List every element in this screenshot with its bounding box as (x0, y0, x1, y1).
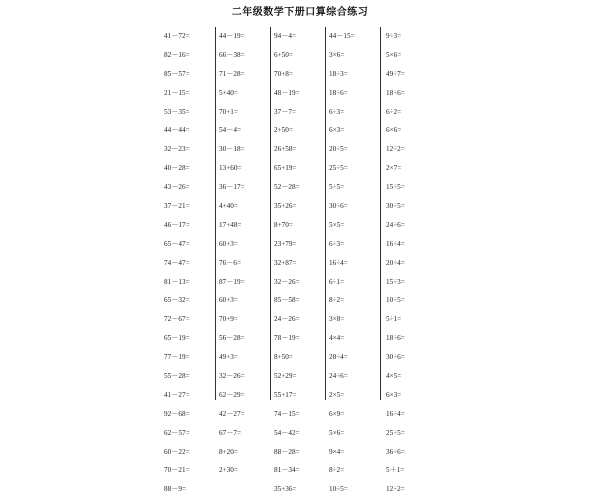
arithmetic-problem: 24－26= (274, 315, 300, 324)
arithmetic-problem: 32－23= (164, 145, 190, 154)
arithmetic-problem: 65－32= (164, 296, 190, 305)
arithmetic-problem: 4×5= (386, 372, 402, 381)
arithmetic-problem: 25÷5= (329, 164, 348, 173)
arithmetic-problem: 82－16= (164, 50, 190, 59)
arithmetic-problem: 6÷1= (329, 277, 345, 286)
arithmetic-problem: 36÷6= (386, 447, 405, 456)
column-divider (380, 27, 381, 400)
arithmetic-problem: 20÷4= (386, 258, 405, 267)
arithmetic-problem: 41－27= (164, 390, 190, 399)
arithmetic-problem: 87－19= (219, 277, 245, 286)
arithmetic-problem: 41－72= (164, 32, 190, 40)
arithmetic-problem: 5×6= (329, 428, 345, 437)
arithmetic-problem: 52+29= (274, 372, 297, 381)
arithmetic-problem: 60－22= (164, 447, 190, 456)
arithmetic-problem: 70+1= (219, 107, 238, 116)
arithmetic-problem: 66－38= (219, 50, 245, 59)
arithmetic-problem: 49÷7= (386, 69, 405, 78)
arithmetic-problem: 6÷2= (386, 107, 402, 116)
arithmetic-problem: 52－28= (274, 183, 300, 192)
arithmetic-problem: 37－7= (274, 107, 297, 116)
arithmetic-problem: 21－15= (164, 88, 190, 97)
arithmetic-problem: 44－15= (329, 32, 355, 40)
arithmetic-problem: 17+48= (219, 220, 242, 229)
arithmetic-problem: 28÷4= (329, 353, 348, 362)
arithmetic-problem: 16÷4= (329, 258, 348, 267)
arithmetic-problem: 42－27= (219, 409, 245, 418)
arithmetic-problem: 10÷5= (386, 296, 405, 305)
problem-column-4 (329, 27, 385, 499)
arithmetic-problem: 2×7= (386, 164, 402, 173)
arithmetic-problem: 30÷6= (329, 202, 348, 211)
arithmetic-problem: 8÷2= (329, 296, 345, 305)
arithmetic-problem: 8+20= (219, 447, 238, 456)
arithmetic-problem: 15÷5= (386, 183, 405, 192)
arithmetic-problem: 5＋1= (386, 466, 405, 475)
arithmetic-problem: 6×9= (329, 409, 345, 418)
arithmetic-problem: 24÷6= (329, 372, 348, 381)
arithmetic-problem: 60+3= (219, 296, 238, 305)
arithmetic-problem: 85－57= (164, 69, 190, 78)
arithmetic-problem: 71－28= (219, 69, 245, 78)
arithmetic-problem: 8+70= (274, 220, 293, 229)
arithmetic-problem: 54－4= (219, 126, 242, 135)
arithmetic-problem: 60+3= (219, 239, 238, 248)
arithmetic-problem: 8÷2= (329, 466, 345, 475)
arithmetic-problem: 5×5= (329, 220, 345, 229)
arithmetic-problem: 48－19= (274, 88, 300, 97)
arithmetic-problem: 18÷6= (386, 88, 405, 97)
arithmetic-problem: 30÷6= (386, 353, 405, 362)
arithmetic-problem: 85－58= (274, 296, 300, 305)
arithmetic-problem: 6÷3= (329, 107, 345, 116)
arithmetic-problem: 81－34= (274, 466, 300, 475)
arithmetic-problem: 70－21= (164, 466, 190, 475)
arithmetic-problem: 5×6= (386, 50, 402, 59)
arithmetic-problem: 16÷4= (386, 239, 405, 248)
arithmetic-problem: 62－57= (164, 428, 190, 437)
arithmetic-problem: 74－15= (274, 409, 300, 418)
arithmetic-problem: 5+40= (219, 88, 238, 97)
problem-column-5 (386, 27, 442, 499)
arithmetic-worksheet (160, 27, 440, 494)
arithmetic-problem: 32+87= (274, 258, 297, 267)
arithmetic-problem: 37－21= (164, 202, 190, 211)
arithmetic-problem: 18÷6= (386, 334, 405, 343)
arithmetic-problem: 16÷4= (386, 409, 405, 418)
arithmetic-problem: 8+50= (274, 353, 293, 362)
arithmetic-problem: 6÷3= (329, 239, 345, 248)
arithmetic-problem: 72－67= (164, 315, 190, 324)
arithmetic-problem: 30÷5= (386, 202, 405, 211)
arithmetic-problem: 70+9= (219, 315, 238, 324)
arithmetic-problem: 10÷5= (329, 485, 348, 494)
arithmetic-problem: 55+17= (274, 390, 297, 399)
arithmetic-problem: 44－44= (164, 126, 190, 135)
problem-column-3 (274, 27, 330, 499)
arithmetic-problem: 9×4= (329, 447, 345, 456)
arithmetic-problem: 77－19= (164, 353, 190, 362)
arithmetic-problem: 5÷5= (329, 183, 345, 192)
arithmetic-problem: 26+58= (274, 145, 297, 154)
arithmetic-problem: 9÷3= (386, 32, 402, 40)
arithmetic-problem: 56－28= (219, 334, 245, 343)
arithmetic-problem: 12÷2= (386, 485, 405, 494)
arithmetic-problem: 3×8= (329, 315, 345, 324)
arithmetic-problem: 20÷5= (329, 145, 348, 154)
arithmetic-problem: 49+3= (219, 353, 238, 362)
arithmetic-problem: 2×5= (329, 390, 345, 399)
arithmetic-problem: 32－26= (274, 277, 300, 286)
arithmetic-problem: 76－6= (219, 258, 242, 267)
arithmetic-problem: 94－4= (274, 32, 297, 40)
arithmetic-problem: 62－29= (219, 390, 245, 399)
arithmetic-problem: 43－26= (164, 183, 190, 192)
arithmetic-problem: 65－47= (164, 239, 190, 248)
arithmetic-problem: 4+40= (219, 202, 238, 211)
arithmetic-problem: 6+50= (274, 50, 293, 59)
arithmetic-problem: 67－7= (219, 428, 242, 437)
arithmetic-problem: 2+50= (274, 126, 293, 135)
arithmetic-problem: 74－47= (164, 258, 190, 267)
arithmetic-problem: 35+26= (274, 202, 297, 211)
arithmetic-problem: 5÷1= (386, 315, 402, 324)
arithmetic-problem: 2+30= (219, 466, 238, 475)
arithmetic-problem: 6×3= (329, 126, 345, 135)
arithmetic-problem: 54－42= (274, 428, 300, 437)
arithmetic-problem: 78－19= (274, 334, 300, 343)
arithmetic-problem: 25÷5= (386, 428, 405, 437)
arithmetic-problem: 88－9= (164, 485, 187, 494)
arithmetic-problem: 44－19= (219, 32, 245, 40)
arithmetic-problem: 4×4= (329, 334, 345, 343)
arithmetic-problem: 30－18= (219, 145, 245, 154)
arithmetic-problem: 32－26= (219, 372, 245, 381)
worksheet-title: 二年级数学下册口算综合练习 (231, 7, 369, 18)
arithmetic-problem: 12÷2= (386, 145, 405, 154)
problem-column-1 (164, 27, 220, 499)
column-divider (325, 27, 326, 400)
problem-column-2 (219, 27, 275, 480)
arithmetic-problem: 35+36= (274, 485, 297, 494)
arithmetic-problem: 88－28= (274, 447, 300, 456)
arithmetic-problem: 24÷6= (386, 220, 405, 229)
arithmetic-problem: 23+79= (274, 239, 297, 248)
arithmetic-problem: 13+60= (219, 164, 242, 173)
arithmetic-problem: 65－19= (164, 334, 190, 343)
arithmetic-problem: 46－17= (164, 220, 190, 229)
arithmetic-problem: 53－35= (164, 107, 190, 116)
arithmetic-problem: 6×3= (386, 390, 402, 399)
arithmetic-problem: 92－68= (164, 409, 190, 418)
arithmetic-problem: 15÷3= (386, 277, 405, 286)
arithmetic-problem: 36－17= (219, 183, 245, 192)
arithmetic-problem: 18÷3= (329, 69, 348, 78)
arithmetic-problem: 81－13= (164, 277, 190, 286)
arithmetic-problem: 55－28= (164, 372, 190, 381)
arithmetic-problem: 65+19= (274, 164, 297, 173)
arithmetic-problem: 3×6= (329, 50, 345, 59)
column-divider (270, 27, 271, 400)
arithmetic-problem: 70+8= (274, 69, 293, 78)
arithmetic-problem: 18÷6= (329, 88, 348, 97)
arithmetic-problem: 40－28= (164, 164, 190, 173)
column-divider (215, 27, 216, 400)
arithmetic-problem: 6×6= (386, 126, 402, 135)
